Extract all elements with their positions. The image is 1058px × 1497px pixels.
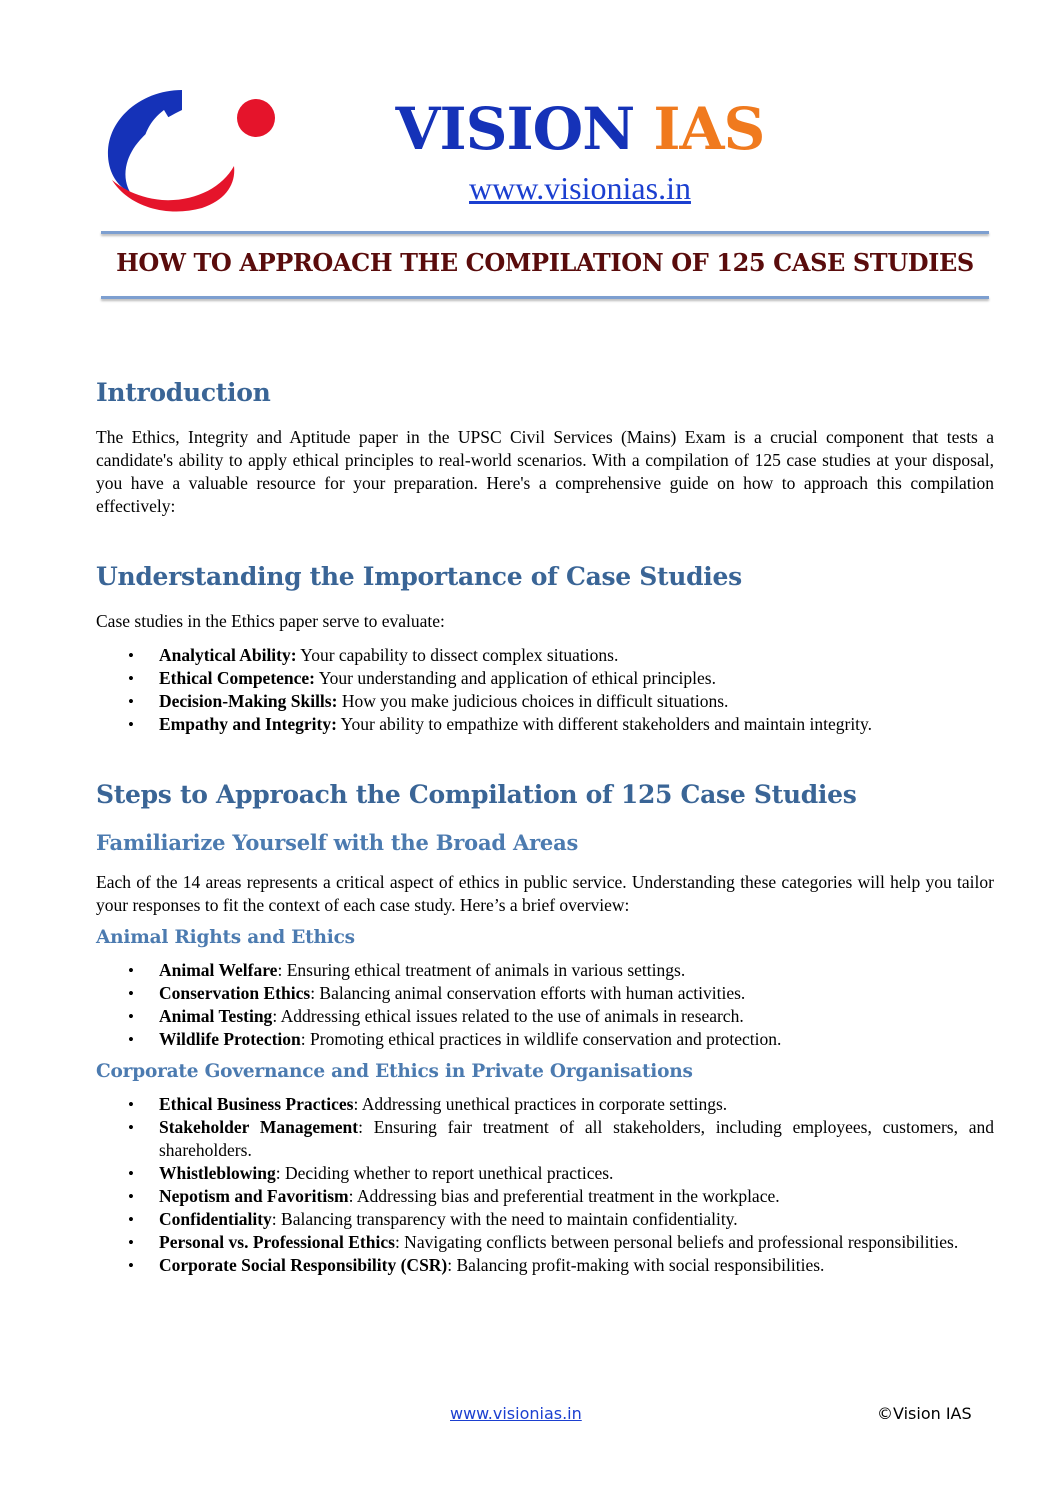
list-item: • Confidentiality: Balancing transparency with the need to maintain confidentiality. — [96, 1208, 994, 1231]
broad-areas-paragraph: Each of the 14 areas represents a critical aspect of ethics in public service. Understanding these categories will help you tailor your responses to fit the context of each case study. Here’s a brief overview: — [96, 872, 994, 915]
steps-heading: Steps to Approach the Compilation of 125 Case Studies — [96, 780, 857, 809]
brand-header — [380, 94, 780, 207]
brand-title — [380, 94, 780, 164]
list-item: • Wildlife Protection: Promoting ethical practices in wildlife conservation and protection. — [96, 1028, 994, 1051]
corporate-governance-list — [96, 1093, 994, 1277]
footer-copyright: ©Vision IAS — [877, 1404, 972, 1423]
header-bottom-rule — [101, 296, 989, 299]
list-item: • Ethical Competence: Your understanding and application of ethical principles. — [96, 667, 994, 690]
brand-url-link[interactable]: www.visionias.in — [469, 170, 691, 206]
list-item: • Empathy and Integrity: Your ability to empathize with different stakeholders and maintain integrity. — [96, 713, 994, 736]
broad-areas-subheading: Familiarize Yourself with the Broad Areas — [96, 830, 579, 855]
list-item: • Stakeholder Management: Ensuring fair treatment of all stakeholders, including employees, customers, and shareholders. — [96, 1116, 994, 1162]
corporate-governance-heading: Corporate Governance and Ethics in Private Organisations — [96, 1061, 693, 1082]
introduction-heading: Introduction — [96, 378, 271, 407]
importance-list — [96, 644, 994, 736]
header-top-rule — [101, 231, 989, 234]
list-item: • Conservation Ethics: Balancing animal conservation efforts with human activities. — [96, 982, 994, 1005]
vision-ias-logo — [104, 88, 276, 216]
list-item: • Ethical Business Practices: Addressing unethical practices in corporate settings. — [96, 1093, 994, 1116]
brand-name-ias: IAS — [653, 95, 765, 163]
introduction-paragraph: The Ethics, Integrity and Aptitude paper in the UPSC Civil Services (Mains) Exam is a crucial component that tests a candidate's ability to apply ethical principles to real-world scenarios. With a compilation of 125 case studies at your disposal, you have a valuable resource for your preparation. Here's a comprehensive guide on how to approach this compilation effectively: — [96, 427, 994, 516]
logo-red-dot — [237, 99, 275, 137]
importance-lead: Case studies in the Ethics paper serve to evaluate: — [96, 611, 445, 631]
brand-name-vision: VISION — [395, 95, 635, 163]
list-item: • Analytical Ability: Your capability to dissect complex situations. — [96, 644, 994, 667]
list-item: • Personal vs. Professional Ethics: Navigating conflicts between personal beliefs and professional responsibilities. — [96, 1231, 994, 1254]
list-item: • Whistleblowing: Deciding whether to report unethical practices. — [96, 1162, 994, 1185]
animal-rights-list — [96, 959, 994, 1051]
list-item: • Corporate Social Responsibility (CSR): Balancing profit-making with social responsibilities. — [96, 1254, 994, 1277]
list-item: • Nepotism and Favoritism: Addressing bias and preferential treatment in the workplace. — [96, 1185, 994, 1208]
footer-url-link[interactable]: www.visionias.in — [450, 1404, 582, 1423]
logo-red-swoosh — [112, 166, 234, 212]
importance-heading: Understanding the Importance of Case Studies — [96, 562, 742, 591]
document-title: HOW TO APPROACH THE COMPILATION OF 125 CASE STUDIES — [116, 248, 974, 277]
document-body — [96, 372, 994, 1277]
list-item: • Animal Welfare: Ensuring ethical treatment of animals in various settings. — [96, 959, 994, 982]
list-item: • Decision-Making Skills: How you make judicious choices in difficult situations. — [96, 690, 994, 713]
list-item: • Animal Testing: Addressing ethical issues related to the use of animals in research. — [96, 1005, 994, 1028]
animal-rights-heading: Animal Rights and Ethics — [96, 927, 355, 948]
